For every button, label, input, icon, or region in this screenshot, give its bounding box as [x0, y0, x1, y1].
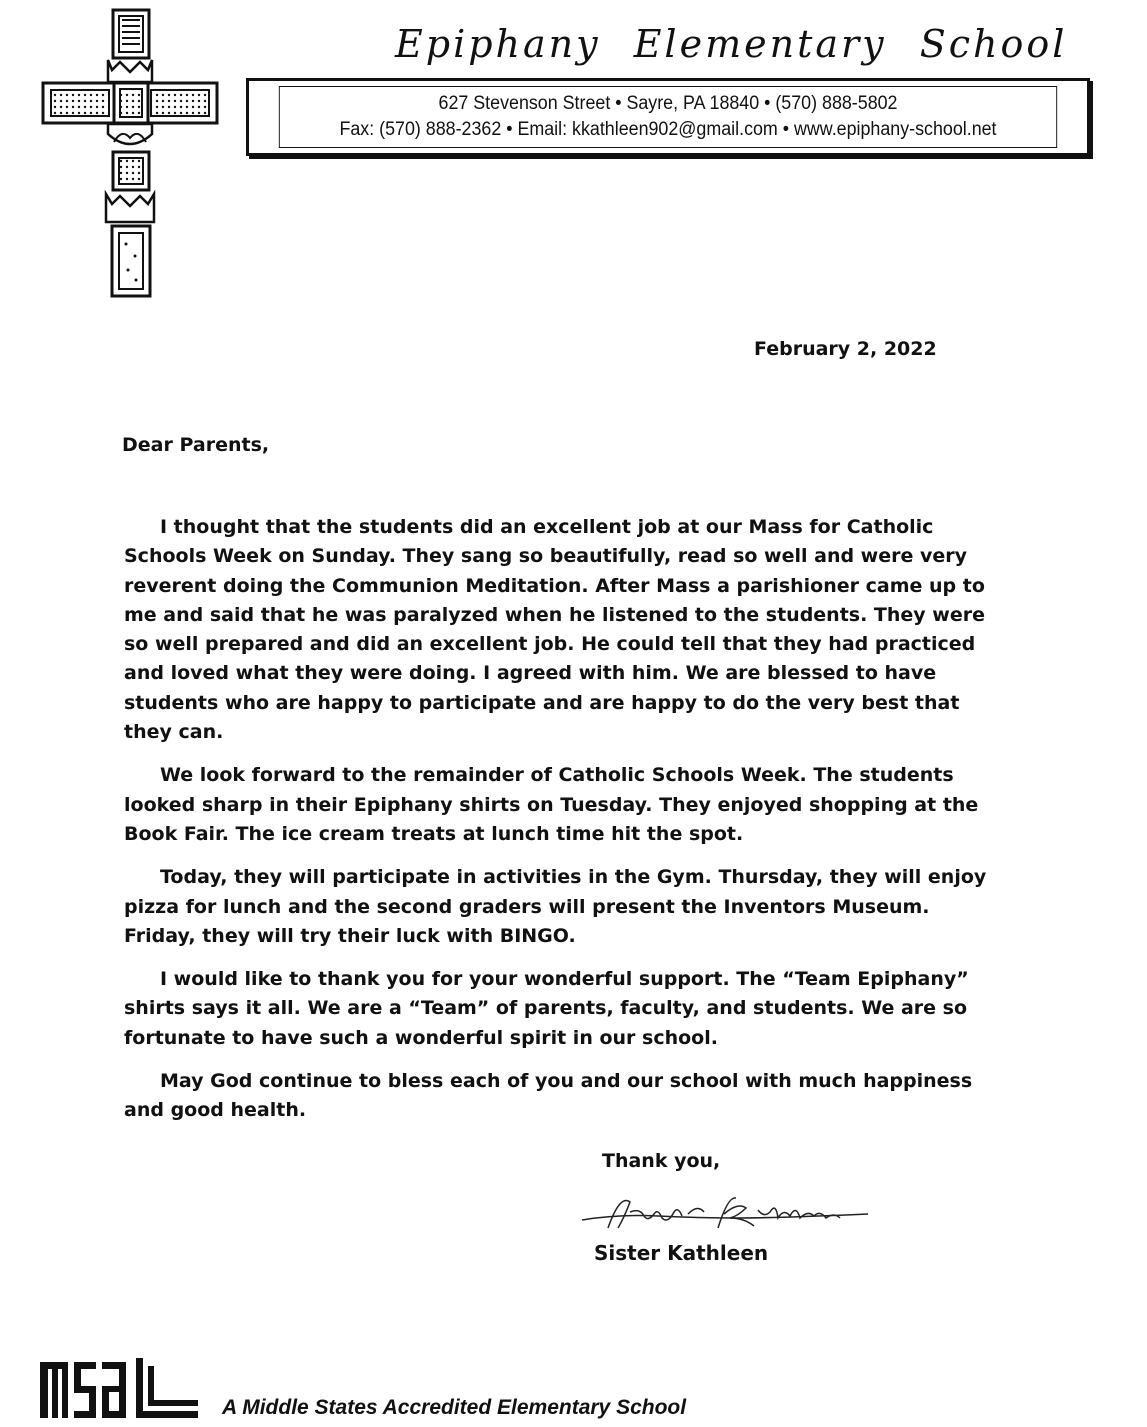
address-box: [246, 78, 1090, 156]
body-paragraph: Today, they will participate in activities in the Gym. Thursday, they will enjoy pizza for lunch and the second graders will present the Inventors Museum. Friday, they will try their luck with BINGO.: [124, 866, 987, 947]
address-inner: [279, 86, 1057, 148]
address-line: 627 Stevenson Street • Sayre, PA 18840 • (570) 888-5802: [438, 93, 898, 114]
handwritten-signature: [578, 1188, 878, 1240]
letter-body: [124, 513, 1004, 1140]
letter-date: February 2, 2022: [754, 338, 937, 360]
salutation: Dear Parents,: [122, 434, 270, 456]
accreditation-text: A Middle States Accredited Elementary School: [222, 1396, 687, 1419]
msa-logo-icon: [40, 1356, 200, 1424]
body-paragraph: I thought that the students did an excellent job at our Mass for Catholic Schools Week on Sunday. They sang so beautifully, read so well and were very reverent doing the Communion Meditation. After Mass a parishioner came up to me and said that he was paralyzed when he listened to the students. They were so well prepared and did an excellent job. He could tell that they had practiced and loved what they were doing. I agreed with him. We are blessed to have students who are happy to participate and are happy to do the very best that they can.: [124, 516, 985, 744]
body-paragraph: We look forward to the remainder of Catholic Schools Week. The students looked sharp in their Epiphany shirts on Tuesday. They enjoyed shopping at the Book Fair. The ice cream treats at lunch time hit the spot.: [124, 764, 979, 845]
contact-line: Fax: (570) 888-2362 • Email: kkathleen902@gmail.com • www.epiphany-school.net: [339, 119, 997, 140]
cross-logo-icon: [40, 8, 220, 304]
school-name: Epiphany Elementary School: [395, 22, 1068, 66]
body-paragraph: May God continue to bless each of you and our school with much happiness and good health.: [124, 1070, 973, 1122]
closing: Thank you,: [602, 1150, 721, 1172]
signer-name: Sister Kathleen: [594, 1241, 769, 1265]
body-paragraph: I would like to thank you for your wonderful support. The “Team Epiphany” shirts says it all. We are a “Team” of parents, faculty, and students. We are so fortunate to have such a wonderful spirit in our school.: [124, 968, 969, 1049]
